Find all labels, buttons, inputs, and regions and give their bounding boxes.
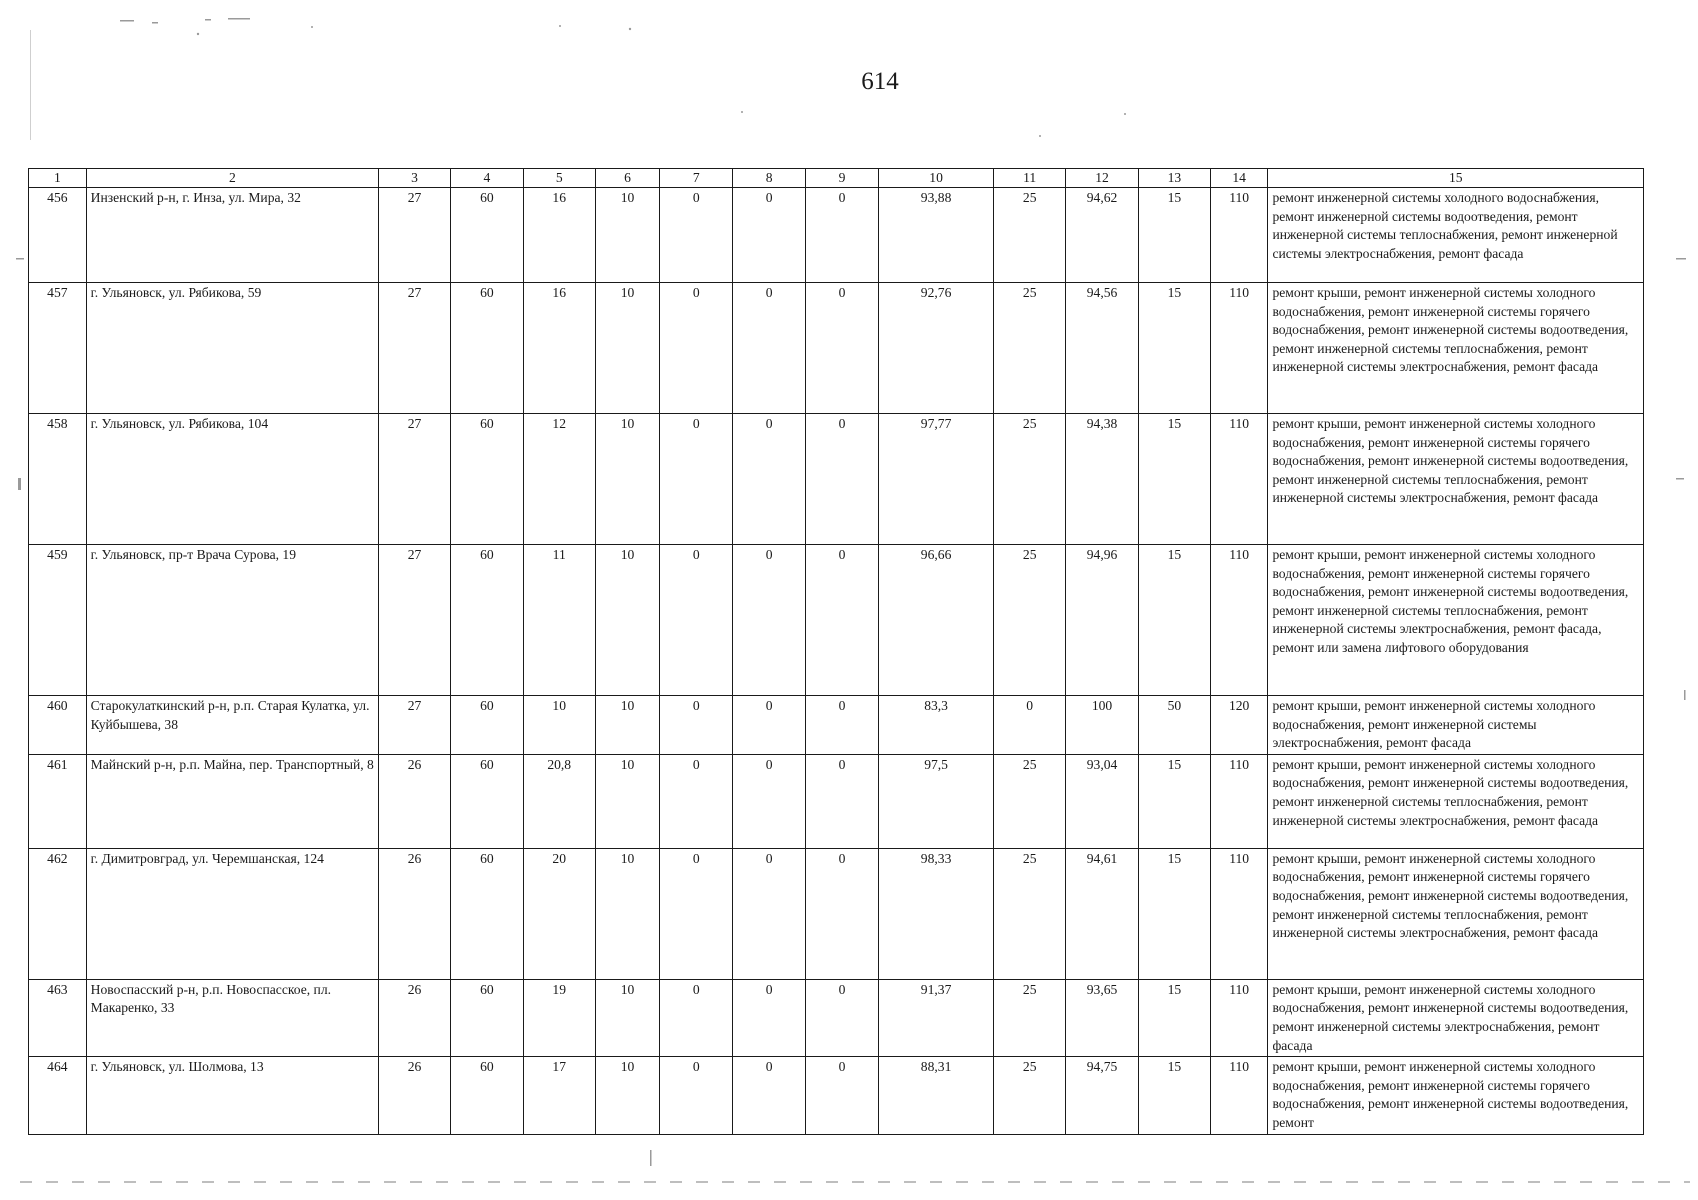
works-cell: ремонт инженерной системы холодного водоснабжения, ремонт инженерной системы водоотведения, ремонт инженерной системы теплоснабжения, ремонт инженерной системы электроснабжения, ремонт фасада bbox=[1268, 188, 1644, 283]
table-row bbox=[29, 979, 1644, 1056]
value-cell: 0 bbox=[994, 696, 1066, 755]
value-cell: 25 bbox=[994, 283, 1066, 414]
value-cell: 10 bbox=[595, 848, 660, 979]
value-cell: 10 bbox=[595, 283, 660, 414]
column-header: 8 bbox=[733, 169, 806, 188]
column-header: 15 bbox=[1268, 169, 1644, 188]
works-cell: ремонт крыши, ремонт инженерной системы холодного водоснабжения, ремонт инженерной системы водоотведения, ремонт инженерной системы электроснабжения, ремонт фасада bbox=[1268, 979, 1644, 1056]
column-header: 11 bbox=[994, 169, 1066, 188]
value-cell: 27 bbox=[379, 188, 451, 283]
value-cell: 60 bbox=[450, 283, 523, 414]
value-cell: 0 bbox=[660, 188, 733, 283]
value-cell: 0 bbox=[806, 283, 879, 414]
value-cell: 96,66 bbox=[878, 545, 993, 696]
value-cell: 0 bbox=[806, 188, 879, 283]
value-cell: 15 bbox=[1138, 979, 1210, 1056]
table-row bbox=[29, 414, 1644, 545]
value-cell: 60 bbox=[450, 188, 523, 283]
value-cell: 25 bbox=[994, 1057, 1066, 1134]
value-cell: 16 bbox=[523, 188, 595, 283]
value-cell: 94,56 bbox=[1066, 283, 1139, 414]
value-cell: 25 bbox=[994, 545, 1066, 696]
address-cell: г. Ульяновск, ул. Рябикова, 104 bbox=[86, 414, 378, 545]
row-number: 457 bbox=[29, 283, 87, 414]
value-cell: 110 bbox=[1210, 754, 1268, 848]
value-cell: 25 bbox=[994, 414, 1066, 545]
value-cell: 0 bbox=[733, 283, 806, 414]
value-cell: 10 bbox=[595, 979, 660, 1056]
value-cell: 27 bbox=[379, 283, 451, 414]
value-cell: 0 bbox=[806, 1057, 879, 1134]
value-cell: 10 bbox=[595, 414, 660, 545]
value-cell: 25 bbox=[994, 979, 1066, 1056]
column-header: 3 bbox=[379, 169, 451, 188]
value-cell: 10 bbox=[523, 696, 595, 755]
value-cell: 0 bbox=[806, 696, 879, 755]
value-cell: 0 bbox=[733, 979, 806, 1056]
table-row bbox=[29, 848, 1644, 979]
value-cell: 94,75 bbox=[1066, 1057, 1139, 1134]
value-cell: 26 bbox=[379, 754, 451, 848]
works-cell: ремонт крыши, ремонт инженерной системы холодного водоснабжения, ремонт инженерной системы горячего водоснабжения, ремонт инженерной системы водоотведения, ремонт инженерной системы теплоснабжения, ремонт инженерной системы электроснабжения, ремонт фасада bbox=[1268, 414, 1644, 545]
value-cell: 15 bbox=[1138, 188, 1210, 283]
value-cell: 91,37 bbox=[878, 979, 993, 1056]
value-cell: 60 bbox=[450, 754, 523, 848]
value-cell: 60 bbox=[450, 545, 523, 696]
value-cell: 0 bbox=[660, 1057, 733, 1134]
column-header: 7 bbox=[660, 169, 733, 188]
column-header: 9 bbox=[806, 169, 879, 188]
value-cell: 50 bbox=[1138, 696, 1210, 755]
address-cell: Новоспасский р-н, р.п. Новоспасское, пл. Макаренко, 33 bbox=[86, 979, 378, 1056]
row-number: 459 bbox=[29, 545, 87, 696]
column-header: 5 bbox=[523, 169, 595, 188]
value-cell: 110 bbox=[1210, 283, 1268, 414]
row-number: 456 bbox=[29, 188, 87, 283]
column-header: 14 bbox=[1210, 169, 1268, 188]
value-cell: 10 bbox=[595, 696, 660, 755]
value-cell: 93,04 bbox=[1066, 754, 1139, 848]
value-cell: 15 bbox=[1138, 545, 1210, 696]
value-cell: 0 bbox=[806, 414, 879, 545]
row-number: 460 bbox=[29, 696, 87, 755]
value-cell: 110 bbox=[1210, 545, 1268, 696]
value-cell: 60 bbox=[450, 414, 523, 545]
works-cell: ремонт крыши, ремонт инженерной системы холодного водоснабжения, ремонт инженерной системы водоотведения, ремонт инженерной системы теплоснабжения, ремонт инженерной системы электроснабжения, ремонт фасада bbox=[1268, 754, 1644, 848]
value-cell: 97,5 bbox=[878, 754, 993, 848]
value-cell: 120 bbox=[1210, 696, 1268, 755]
value-cell: 26 bbox=[379, 979, 451, 1056]
column-header: 13 bbox=[1138, 169, 1210, 188]
value-cell: 10 bbox=[595, 754, 660, 848]
value-cell: 0 bbox=[660, 848, 733, 979]
value-cell: 25 bbox=[994, 848, 1066, 979]
row-number: 461 bbox=[29, 754, 87, 848]
value-cell: 15 bbox=[1138, 283, 1210, 414]
value-cell: 83,3 bbox=[878, 696, 993, 755]
value-cell: 10 bbox=[595, 545, 660, 696]
table-row bbox=[29, 545, 1644, 696]
value-cell: 15 bbox=[1138, 414, 1210, 545]
works-cell: ремонт крыши, ремонт инженерной системы холодного водоснабжения, ремонт инженерной системы горячего водоснабжения, ремонт инженерной системы водоотведения, ремонт инженерной системы теплоснабжения, ремонт инженерной системы электроснабжения, ремонт фасада bbox=[1268, 283, 1644, 414]
row-number: 464 bbox=[29, 1057, 87, 1134]
column-header: 4 bbox=[450, 169, 523, 188]
value-cell: 60 bbox=[450, 848, 523, 979]
value-cell: 94,61 bbox=[1066, 848, 1139, 979]
value-cell: 0 bbox=[660, 414, 733, 545]
value-cell: 0 bbox=[806, 848, 879, 979]
value-cell: 94,96 bbox=[1066, 545, 1139, 696]
table-row bbox=[29, 1057, 1644, 1134]
value-cell: 92,76 bbox=[878, 283, 993, 414]
value-cell: 27 bbox=[379, 696, 451, 755]
value-cell: 12 bbox=[523, 414, 595, 545]
value-cell: 100 bbox=[1066, 696, 1139, 755]
table-row bbox=[29, 696, 1644, 755]
value-cell: 15 bbox=[1138, 848, 1210, 979]
value-cell: 0 bbox=[660, 979, 733, 1056]
value-cell: 98,33 bbox=[878, 848, 993, 979]
value-cell: 0 bbox=[806, 545, 879, 696]
value-cell: 26 bbox=[379, 1057, 451, 1134]
value-cell: 93,88 bbox=[878, 188, 993, 283]
row-number: 462 bbox=[29, 848, 87, 979]
address-cell: Майнский р-н, р.п. Майна, пер. Транспортный, 8 bbox=[86, 754, 378, 848]
address-cell: г. Ульяновск, ул. Шолмова, 13 bbox=[86, 1057, 378, 1134]
value-cell: 0 bbox=[660, 696, 733, 755]
value-cell: 94,62 bbox=[1066, 188, 1139, 283]
column-header: 6 bbox=[595, 169, 660, 188]
table-row bbox=[29, 283, 1644, 414]
column-header: 1 bbox=[29, 169, 87, 188]
value-cell: 110 bbox=[1210, 414, 1268, 545]
value-cell: 60 bbox=[450, 1057, 523, 1134]
value-cell: 60 bbox=[450, 696, 523, 755]
value-cell: 0 bbox=[733, 414, 806, 545]
works-cell: ремонт крыши, ремонт инженерной системы холодного водоснабжения, ремонт инженерной системы горячего водоснабжения, ремонт инженерной системы водоотведения, ремонт инженерной системы теплоснабжения, ремонт инженерной системы электроснабжения, ремонт фасада bbox=[1268, 848, 1644, 979]
column-header: 2 bbox=[86, 169, 378, 188]
value-cell: 0 bbox=[733, 754, 806, 848]
value-cell: 27 bbox=[379, 545, 451, 696]
value-cell: 20 bbox=[523, 848, 595, 979]
value-cell: 15 bbox=[1138, 754, 1210, 848]
value-cell: 0 bbox=[733, 696, 806, 755]
value-cell: 25 bbox=[994, 754, 1066, 848]
repair-register-table bbox=[28, 168, 1644, 1135]
value-cell: 0 bbox=[806, 979, 879, 1056]
value-cell: 10 bbox=[595, 1057, 660, 1134]
address-cell: г. Ульяновск, ул. Рябикова, 59 bbox=[86, 283, 378, 414]
value-cell: 0 bbox=[660, 754, 733, 848]
value-cell: 88,31 bbox=[878, 1057, 993, 1134]
value-cell: 0 bbox=[733, 188, 806, 283]
table-row bbox=[29, 188, 1644, 283]
address-cell: г. Димитровград, ул. Черемшанская, 124 bbox=[86, 848, 378, 979]
value-cell: 0 bbox=[660, 283, 733, 414]
column-header: 10 bbox=[878, 169, 993, 188]
value-cell: 93,65 bbox=[1066, 979, 1139, 1056]
value-cell: 110 bbox=[1210, 188, 1268, 283]
value-cell: 97,77 bbox=[878, 414, 993, 545]
value-cell: 10 bbox=[595, 188, 660, 283]
value-cell: 20,8 bbox=[523, 754, 595, 848]
address-cell: Старокулаткинский р-н, р.п. Старая Кулатка, ул. Куйбышева, 38 bbox=[86, 696, 378, 755]
value-cell: 0 bbox=[660, 545, 733, 696]
header-row bbox=[29, 169, 1644, 188]
table-row bbox=[29, 754, 1644, 848]
value-cell: 110 bbox=[1210, 1057, 1268, 1134]
value-cell: 60 bbox=[450, 979, 523, 1056]
address-cell: Инзенский р-н, г. Инза, ул. Мира, 32 bbox=[86, 188, 378, 283]
value-cell: 0 bbox=[806, 754, 879, 848]
value-cell: 25 bbox=[994, 188, 1066, 283]
works-cell: ремонт крыши, ремонт инженерной системы холодного водоснабжения, ремонт инженерной системы электроснабжения, ремонт фасада bbox=[1268, 696, 1644, 755]
row-number: 463 bbox=[29, 979, 87, 1056]
page-number: 614 bbox=[861, 68, 899, 95]
value-cell: 0 bbox=[733, 1057, 806, 1134]
works-cell: ремонт крыши, ремонт инженерной системы холодного водоснабжения, ремонт инженерной системы горячего водоснабжения, ремонт инженерной системы водоотведения, ремонт инженерной системы теплоснабжения, ремонт инженерной системы электроснабжения, ремонт фасада, ремонт или замена лифтового оборудования bbox=[1268, 545, 1644, 696]
value-cell: 110 bbox=[1210, 979, 1268, 1056]
value-cell: 110 bbox=[1210, 848, 1268, 979]
value-cell: 16 bbox=[523, 283, 595, 414]
value-cell: 0 bbox=[733, 848, 806, 979]
value-cell: 11 bbox=[523, 545, 595, 696]
value-cell: 27 bbox=[379, 414, 451, 545]
value-cell: 0 bbox=[733, 545, 806, 696]
row-number: 458 bbox=[29, 414, 87, 545]
value-cell: 15 bbox=[1138, 1057, 1210, 1134]
value-cell: 19 bbox=[523, 979, 595, 1056]
address-cell: г. Ульяновск, пр-т Врача Сурова, 19 bbox=[86, 545, 378, 696]
column-header: 12 bbox=[1066, 169, 1139, 188]
works-cell: ремонт крыши, ремонт инженерной системы холодного водоснабжения, ремонт инженерной системы горячего водоснабжения, ремонт инженерной системы водоотведения, ремонт bbox=[1268, 1057, 1644, 1134]
value-cell: 17 bbox=[523, 1057, 595, 1134]
value-cell: 26 bbox=[379, 848, 451, 979]
value-cell: 94,38 bbox=[1066, 414, 1139, 545]
